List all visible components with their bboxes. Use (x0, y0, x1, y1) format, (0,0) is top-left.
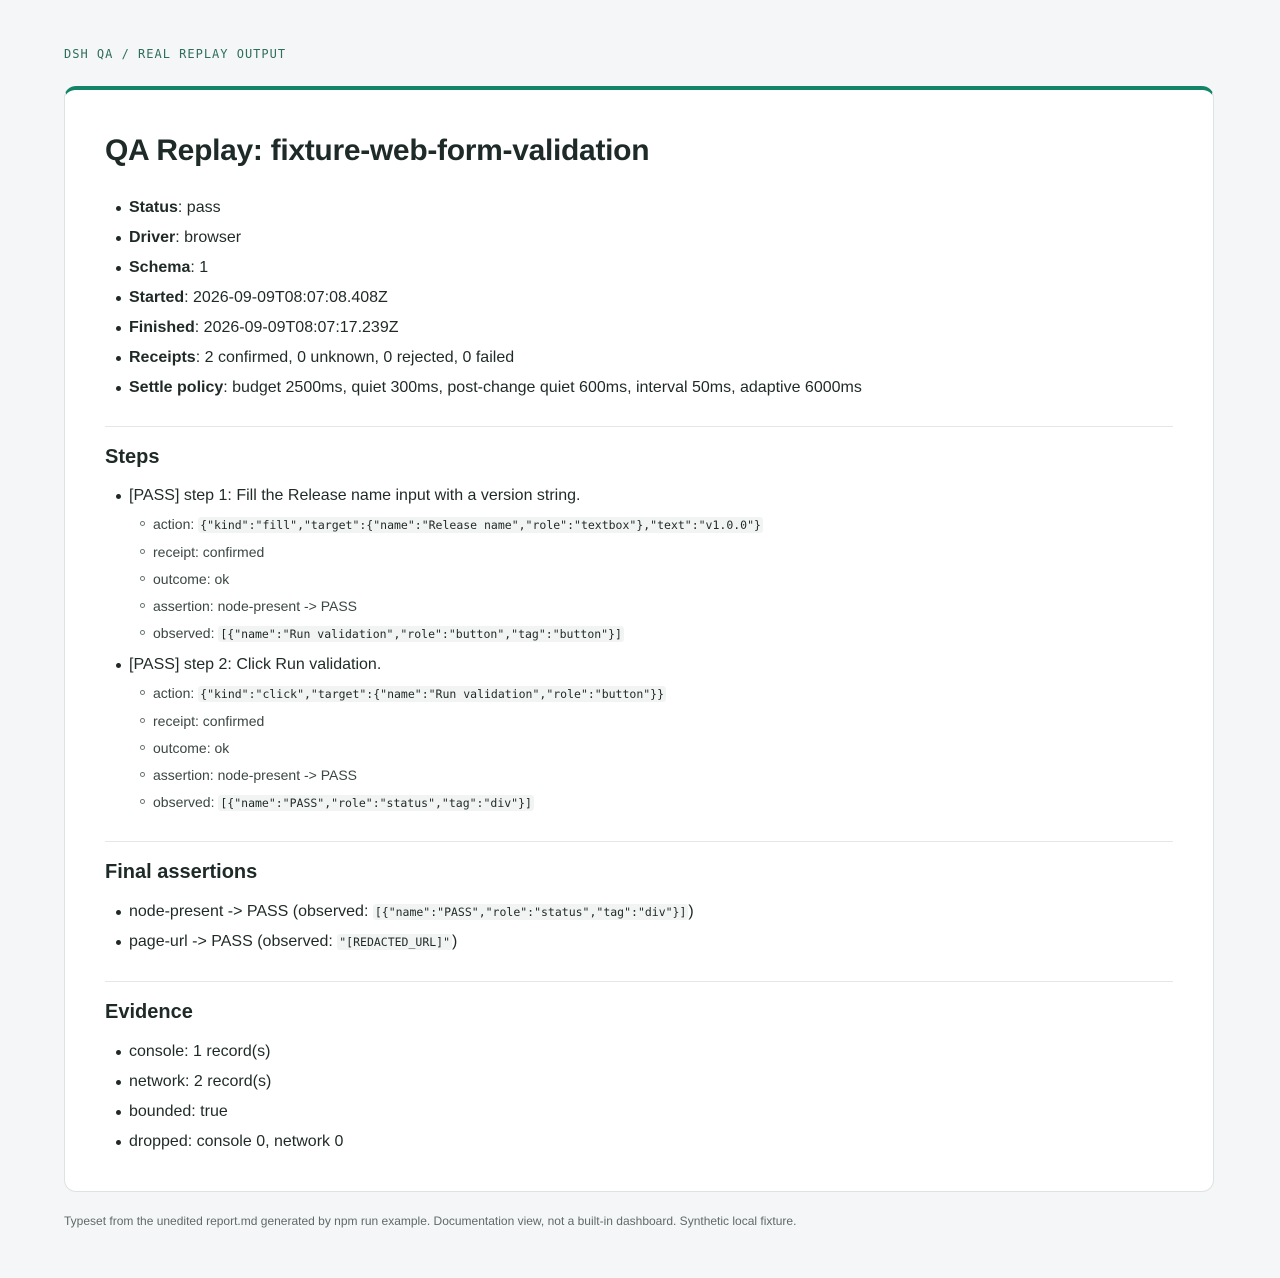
report-card (64, 86, 1214, 1192)
evidence-heading: Evidence (105, 1001, 193, 1023)
summary-value: : browser (175, 229, 242, 246)
step-action (105, 680, 1173, 708)
step-receipt: receipt: confirmed (105, 539, 1173, 566)
evidence-item: bounded: true (105, 1097, 1173, 1127)
breadcrumb: DSH QA / REAL REPLAY OUTPUT (64, 47, 287, 61)
final-assertion-text: node-present -> PASS (observed: (129, 903, 373, 920)
summary-item-status (105, 193, 1173, 223)
final-assertion-close: ) (688, 903, 694, 920)
step-observed-label: observed: (153, 625, 219, 641)
summary-label: Status (129, 199, 178, 216)
final-assertions-list (105, 897, 1173, 957)
steps-heading: Steps (105, 446, 160, 468)
step-observed-label: observed: (153, 794, 219, 810)
summary-label: Settle policy (129, 379, 224, 396)
step-assertion: assertion: node-present -> PASS (105, 593, 1173, 620)
summary-item-driver (105, 223, 1173, 253)
step-title: [PASS] step 1: Fill the Release name input with a version string. (129, 487, 581, 504)
summary-value: : 1 (190, 259, 209, 276)
final-assertion-close: ) (452, 933, 458, 950)
final-assertions-heading: Final assertions (105, 861, 258, 883)
footnote: Typeset from the unedited report.md generated by npm run example. Documentation view, not a built-in dashboard. Synthetic local fixture. (64, 1214, 797, 1228)
step-receipt: receipt: confirmed (105, 708, 1173, 735)
page-title: QA Replay: fixture-web-form-validation (105, 134, 650, 167)
summary-list (105, 193, 1173, 403)
step-action-code: {"kind":"click","target":{"name":"Run validation","role":"button"}} (200, 687, 665, 701)
final-assertion-code: "[REDACTED_URL]" (339, 935, 451, 949)
final-assertion-text: page-url -> PASS (observed: (129, 933, 338, 950)
final-assertion-item (105, 897, 1173, 927)
summary-item-started (105, 283, 1173, 313)
step-title: [PASS] step 2: Click Run validation. (129, 656, 382, 673)
step-outcome: outcome: ok (105, 735, 1173, 762)
step-action (105, 511, 1173, 539)
evidence-list (105, 1037, 1173, 1157)
summary-label: Receipts (129, 349, 196, 366)
summary-value: : 2 confirmed, 0 unknown, 0 rejected, 0 failed (195, 349, 515, 366)
summary-item-settle-policy (105, 373, 1173, 403)
steps-list (105, 481, 1173, 817)
summary-item-finished (105, 313, 1173, 343)
summary-value: : budget 2500ms, quiet 300ms, post-change quiet 600ms, interval 50ms, adaptive 6000ms (223, 379, 862, 396)
step-observed-code: [{"name":"Run validation","role":"button","tag":"button"}] (220, 627, 622, 641)
final-assertion-code: [{"name":"PASS","role":"status","tag":"div"}] (374, 905, 687, 919)
summary-item-schema (105, 253, 1173, 283)
evidence-item: dropped: console 0, network 0 (105, 1127, 1173, 1157)
summary-label: Finished (129, 319, 195, 336)
step-observed-code: [{"name":"PASS","role":"status","tag":"div"}] (220, 796, 532, 810)
summary-value: : 2026-09-09T08:07:08.408Z (184, 289, 388, 306)
step-assertion: assertion: node-present -> PASS (105, 762, 1173, 789)
step-observed (105, 789, 1173, 817)
step-item (105, 481, 1173, 511)
summary-label: Started (129, 289, 185, 306)
step-observed (105, 620, 1173, 648)
summary-label: Schema (129, 259, 191, 276)
summary-value: : pass (177, 199, 221, 216)
step-action-code: {"kind":"fill","target":{"name":"Release name","role":"textbox"},"text":"v1.0.0"} (200, 518, 761, 532)
summary-label: Driver (129, 229, 176, 246)
evidence-item: console: 1 record(s) (105, 1037, 1173, 1067)
step-item (105, 650, 1173, 680)
summary-value: : 2026-09-09T08:07:17.239Z (194, 319, 399, 336)
divider (105, 981, 1173, 982)
divider (105, 841, 1173, 842)
step-action-label: action: (153, 516, 199, 532)
summary-item-receipts (105, 343, 1173, 373)
final-assertion-item (105, 927, 1173, 957)
divider (105, 426, 1173, 427)
step-outcome: outcome: ok (105, 566, 1173, 593)
evidence-item: network: 2 record(s) (105, 1067, 1173, 1097)
step-action-label: action: (153, 685, 199, 701)
